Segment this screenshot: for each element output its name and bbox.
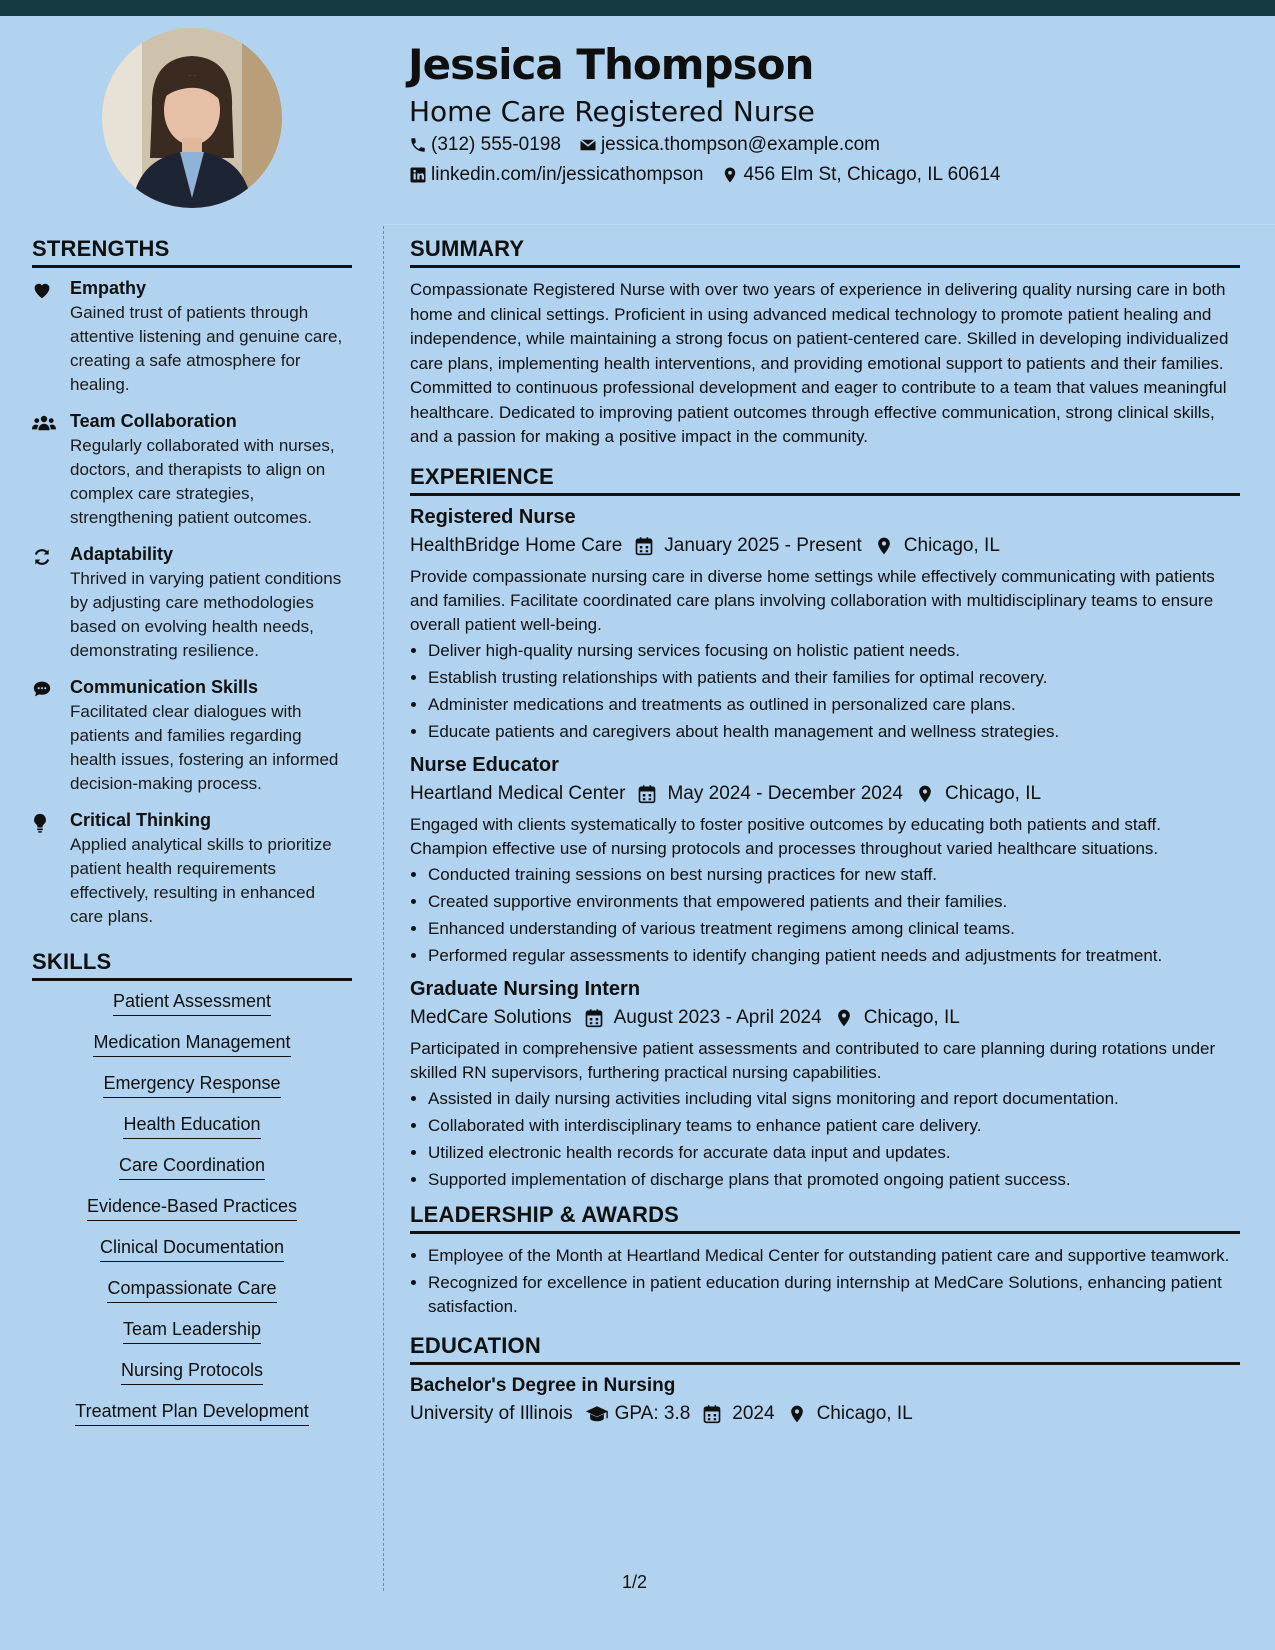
skill-tag: Patient Assessment	[113, 991, 271, 1016]
right-column	[410, 236, 1240, 1433]
job-bullets	[410, 1087, 1240, 1192]
education-meta	[410, 1403, 1240, 1425]
job-bullet: • Performed regular assessments to identify changing patient needs and adjustments for treatment.	[428, 944, 1240, 968]
strength-item	[32, 544, 352, 663]
job-company: Heartland Medical Center	[410, 782, 626, 804]
job-entry	[410, 978, 1240, 1192]
contact-row-1	[409, 134, 898, 156]
job-entry	[410, 506, 1240, 744]
skill-tag: Emergency Response	[103, 1073, 280, 1098]
map-marker-icon	[834, 1008, 854, 1028]
skills-heading: SKILLS	[32, 949, 352, 981]
left-column	[32, 236, 352, 1442]
sync-icon	[32, 547, 52, 567]
job-description: Provide compassionate nursing care in diverse home settings while effectively communicating with patients and families. Facilitate coordinated care plans involving collaboration with multidisciplinary teams to ensure overall patient well-being.	[410, 566, 1215, 634]
skill-tag: Care Coordination	[119, 1155, 265, 1180]
job-dates: January 2025 - Present	[664, 534, 862, 556]
page-number: 1/2	[622, 1572, 648, 1592]
map-marker-icon	[787, 1404, 807, 1424]
job-location: Chicago, IL	[903, 534, 1000, 556]
strength-description: Thrived in varying patient conditions by adjusting care methodologies based on evolving health needs, demonstrating resilience.	[70, 569, 342, 660]
job-meta	[410, 535, 1240, 557]
users-icon	[32, 414, 56, 432]
skill-tag: Clinical Documentation	[100, 1237, 284, 1262]
linkedin-icon	[409, 166, 427, 184]
strengths-heading: STRENGTHS	[32, 236, 352, 268]
contact-row-2	[409, 164, 1018, 186]
experience-heading: EXPERIENCE	[410, 464, 1240, 496]
education-school: University of Illinois	[410, 1402, 573, 1424]
skill-tag: Compassionate Care	[107, 1278, 276, 1303]
education-degree: Bachelor's Degree in Nursing	[410, 1374, 676, 1396]
job-meta	[410, 783, 1240, 805]
strength-name: Critical Thinking	[70, 810, 212, 830]
profile-photo	[102, 28, 282, 208]
strength-name: Team Collaboration	[70, 411, 237, 431]
award-item: • Employee of the Month at Heartland Medical Center for outstanding patient care and supportive teamwork.	[428, 1244, 1240, 1268]
strength-name: Communication Skills	[70, 677, 259, 697]
summary-text: Compassionate Registered Nurse with over two years of experience in delivering quality nursing care in both home and clinical settings. Proficient in using advanced medical technology to promote patient healing and independence, while maintaining a strong focus on patient-centered care. Skilled in developing individualized care plans, implementing health interventions, and providing emotional support to patients and their families. Committed to continuous professional development and eager to contribute to a team that values meaningful healthcare. Dedicated to improving patient outcomes through effective communication, strong clinical skills, and a passion for making a positive impact in the community.	[410, 280, 1229, 446]
top-accent-bar	[0, 0, 1275, 16]
job-entry	[410, 754, 1240, 968]
strength-name: Empathy	[70, 278, 147, 298]
job-bullet: • Created supportive environments that empowered patients and their families.	[428, 890, 1240, 914]
education-year: 2024	[732, 1402, 775, 1424]
strength-item	[32, 278, 352, 397]
job-title: Registered Nurse	[410, 505, 576, 528]
award-item: • Recognized for excellence in patient education during internship at MedCare Solutions, enhancing patient satisfaction.	[428, 1271, 1240, 1319]
phone-contact[interactable]	[409, 134, 561, 156]
address-contact	[721, 164, 1000, 186]
calendar-icon	[637, 784, 657, 804]
strength-description: Applied analytical skills to prioritize patient health requirements effectively, resulting in enhanced care plans.	[70, 835, 332, 926]
strength-description: Regularly collaborated with nurses, doctors, and therapists to align on complex care strategies, strengthening patient outcomes.	[70, 436, 335, 527]
comment-icon	[32, 680, 52, 698]
strength-description: Gained trust of patients through attentive listening and genuine care, creating a safe atmosphere for healing.	[70, 303, 343, 394]
job-bullet: • Administer medications and treatments as outlined in personalized care plans.	[428, 693, 1240, 717]
education-heading: EDUCATION	[410, 1333, 1240, 1365]
candidate-title: Home Care Registered Nurse	[409, 95, 815, 128]
graduation-cap-icon	[585, 1404, 609, 1424]
job-company: HealthBridge Home Care	[410, 534, 623, 556]
linkedin-text: linkedin.com/in/jessicathompson	[431, 164, 704, 185]
calendar-icon	[702, 1404, 722, 1424]
phone-icon	[409, 136, 427, 154]
job-location: Chicago, IL	[944, 782, 1042, 804]
skill-tag: Team Leadership	[123, 1319, 261, 1344]
job-description: Participated in comprehensive patient assessments and contributed to care planning during rotations under skilled RN supervisors, furthering practical nursing capabilities.	[410, 1038, 1216, 1082]
strength-item	[32, 411, 352, 530]
strength-item	[32, 677, 352, 796]
awards-list	[410, 1244, 1240, 1319]
strength-item	[32, 810, 352, 929]
job-bullet: • Conducted training sessions on best nursing practices for new staff.	[428, 863, 1240, 887]
job-bullets	[410, 639, 1240, 744]
envelope-icon	[579, 136, 597, 154]
skill-tag: Evidence-Based Practices	[87, 1196, 297, 1221]
job-bullet: • Collaborated with interdisciplinary teams to enhance patient care delivery.	[428, 1114, 1240, 1138]
linkedin-contact[interactable]	[409, 164, 703, 186]
job-meta	[410, 1007, 1240, 1029]
job-description: Engaged with clients systematically to foster positive outcomes by educating both patients and staff. Champion effective use of nursing protocols and processes throughout varied healthcare situations.	[410, 814, 1161, 858]
map-marker-icon	[721, 166, 739, 184]
education-gpa: GPA: 3.8	[614, 1402, 691, 1424]
skill-tag: Health Education	[123, 1114, 260, 1139]
job-bullet: • Enhanced understanding of various treatment regimens among clinical teams.	[428, 917, 1240, 941]
skill-tag: Medication Management	[93, 1032, 290, 1057]
email-contact[interactable]	[579, 134, 880, 156]
skill-tag: Nursing Protocols	[121, 1360, 263, 1385]
calendar-icon	[584, 1008, 604, 1028]
phone-text: (312) 555-0198	[431, 134, 561, 155]
job-bullet: • Deliver high-quality nursing services focusing on holistic patient needs.	[428, 639, 1240, 663]
summary-heading: SUMMARY	[410, 236, 1240, 268]
strength-name: Adaptability	[70, 544, 174, 564]
job-title: Nurse Educator	[410, 753, 559, 776]
skill-tag: Treatment Plan Development	[75, 1401, 308, 1426]
job-bullet: • Educate patients and caregivers about health management and wellness strategies.	[428, 720, 1240, 744]
job-bullet: • Supported implementation of discharge plans that promoted ongoing patient success.	[428, 1168, 1240, 1192]
job-dates: August 2023 - April 2024	[613, 1006, 822, 1028]
awards-heading: LEADERSHIP & AWARDS	[410, 1202, 1240, 1234]
job-company: MedCare Solutions	[410, 1006, 572, 1028]
lightbulb-icon	[32, 813, 48, 833]
job-bullet: • Establish trusting relationships with patients and their families for optimal recovery.	[428, 666, 1240, 690]
job-bullet: • Assisted in daily nursing activities including vital signs monitoring and report documentation.	[428, 1087, 1240, 1111]
job-dates: May 2024 - December 2024	[667, 782, 903, 804]
job-title: Graduate Nursing Intern	[410, 977, 641, 1000]
skills-list	[32, 991, 352, 1426]
email-text: jessica.thompson@example.com	[600, 134, 881, 155]
candidate-name: Jessica Thompson	[408, 40, 814, 89]
column-divider	[383, 226, 384, 1591]
heart-icon	[32, 281, 52, 299]
job-location: Chicago, IL	[863, 1006, 960, 1028]
map-marker-icon	[915, 784, 935, 804]
strength-description: Facilitated clear dialogues with patients and families regarding health issues, fostering an informed decision-making process.	[70, 702, 339, 793]
calendar-icon	[634, 536, 654, 556]
job-bullet: • Utilized electronic health records for accurate data input and updates.	[428, 1141, 1240, 1165]
map-marker-icon	[874, 536, 894, 556]
job-bullets	[410, 863, 1240, 968]
header-divider	[384, 224, 1275, 225]
education-location: Chicago, IL	[816, 1402, 913, 1424]
address-text: 456 Elm St, Chicago, IL 60614	[743, 164, 1001, 185]
